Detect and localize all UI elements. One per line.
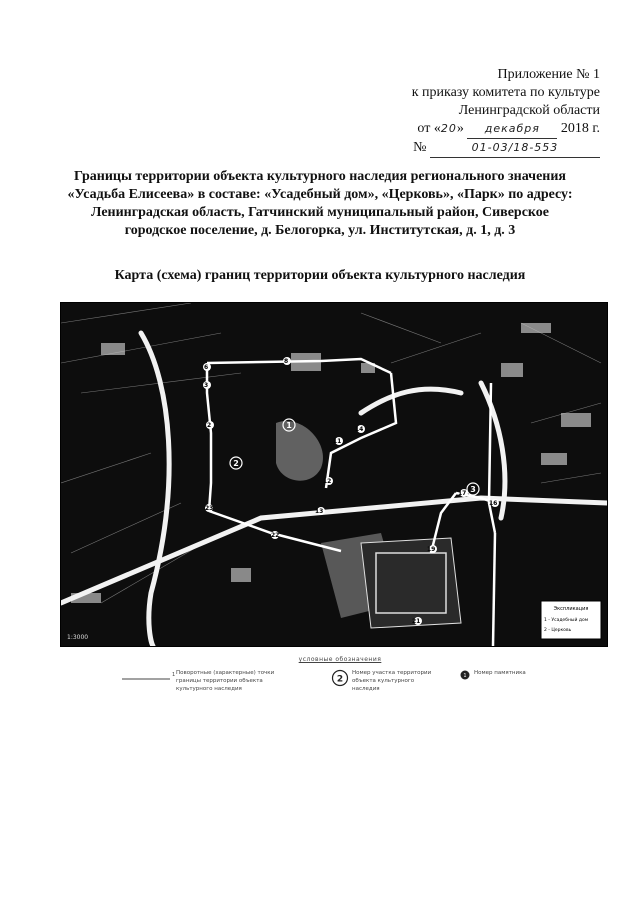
point-label: 19 xyxy=(427,546,436,553)
order-number-value: 01-03/18-553 xyxy=(471,141,559,154)
svg-text:1: 1 xyxy=(172,672,176,678)
point-label: 8 xyxy=(284,358,289,365)
boundary-line-icon xyxy=(120,669,176,683)
point-label: 17 xyxy=(458,490,467,497)
map-scale: 1:3000 xyxy=(67,634,89,641)
region-name: Ленинградской области xyxy=(458,103,600,118)
point-label: 13 xyxy=(315,508,324,515)
point-label: 16 xyxy=(489,500,498,507)
map-image xyxy=(61,303,607,646)
appendix-header xyxy=(340,66,600,158)
point-label: 22 xyxy=(271,532,280,539)
svg-text:1 - Усадебный дом: 1 - Усадебный дом xyxy=(544,618,589,623)
order-reference: к приказу комитета по культуре xyxy=(411,85,600,100)
point-label: 11 xyxy=(333,438,342,445)
circled-number-icon xyxy=(330,669,352,687)
map-legend xyxy=(120,656,560,699)
svg-text:1: 1 xyxy=(463,673,467,679)
point-label: 2 xyxy=(207,422,212,429)
object-number: 2 xyxy=(233,459,239,468)
svg-text:2 - Церковь: 2 - Церковь xyxy=(544,628,572,633)
point-label: 23 xyxy=(205,505,214,512)
map-inset-legend xyxy=(541,601,601,639)
legend-item-points: 1 Поворотные (характерные) точки границы территории объекта культурного наследия xyxy=(120,669,286,693)
point-label: 14 xyxy=(355,426,364,433)
point-label: 6 xyxy=(204,364,209,371)
document-title: Границы территории объекта культурного наследия регионального значения «Усадьба Елисеева» в составе: «Усадебный дом», «Церковь», «Парк» по адресу: Ленинградская область, Гатчинский муниципальный район, Сиверское городское поселение, д. Белогорка, ул. Институтская, д. 1, д. 3 xyxy=(67,169,573,238)
legend-item-monument: 1 Номер памятника xyxy=(458,669,534,683)
point-label: 12 xyxy=(323,478,332,485)
date-day: 20 xyxy=(440,122,457,135)
legend-item-sections: 2 Номер участка территории объекта культурного наследия xyxy=(330,669,432,693)
svg-text:Экспликация: Экспликация xyxy=(553,606,589,612)
appendix-number: Приложение № 1 xyxy=(497,67,600,82)
filled-circle-icon xyxy=(458,669,474,683)
date-year: 2018 г. xyxy=(560,121,600,136)
order-date: от «20» декабря 2018 г. xyxy=(340,120,600,139)
order-number: № 01-03/18-553 xyxy=(340,139,600,158)
svg-text:2: 2 xyxy=(336,674,344,685)
object-number: 1 xyxy=(286,421,292,430)
point-label: 21 xyxy=(412,618,421,625)
object-number: 3 xyxy=(470,485,476,494)
date-month: декабря xyxy=(484,122,540,135)
map-title: Карта (схема) границ территории объекта культурного наследия xyxy=(114,268,526,283)
point-label: 3 xyxy=(204,382,209,389)
boundary-map xyxy=(60,302,608,647)
legend-title: условные обозначения xyxy=(298,656,382,663)
